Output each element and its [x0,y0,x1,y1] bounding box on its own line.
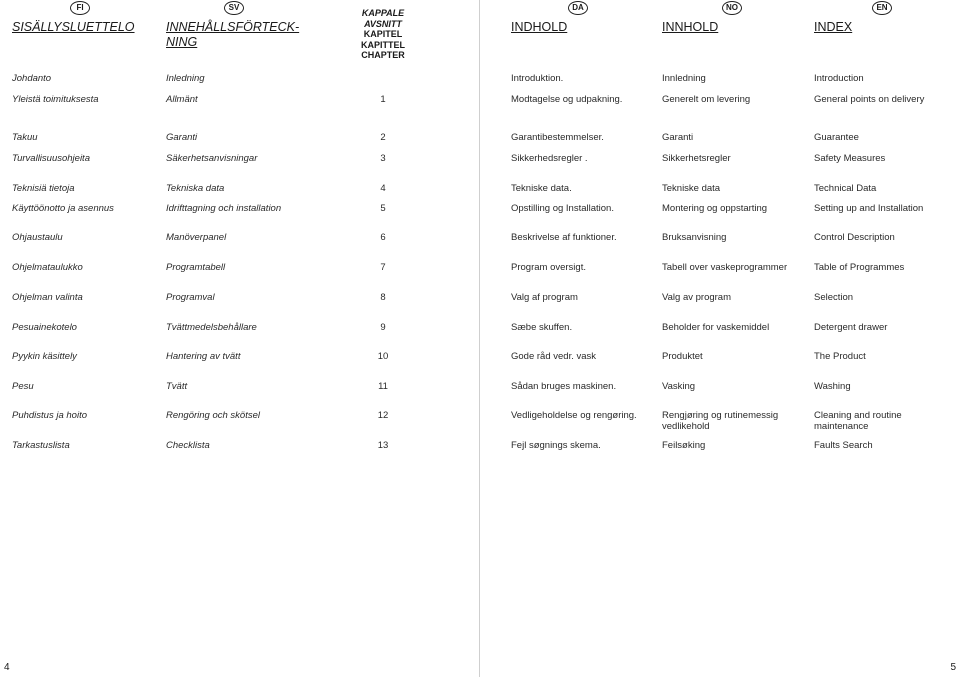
row-9-ch: 8 [380,292,386,303]
row-10-no: Beholder for vaskemiddel [662,322,770,333]
row-8-no: Tabell over vaskeprogrammer [662,262,788,273]
row-9-en: Selection [814,292,854,303]
row-14-ch: 13 [377,440,389,451]
row-10-sv: Tvättmedelsbehållare [166,322,257,333]
row-7-en: Control Description [814,232,895,243]
row-12-ch: 11 [378,381,388,392]
row-11-en: The Product [814,351,866,362]
row-14-en: Faults Search [814,440,873,451]
row-7-ch: 6 [380,232,386,243]
row-6-fi: Käyttöönotto ja asennus [12,203,114,214]
header-sv-line2: NING [166,35,198,49]
row-8-fi: Ohjelmataulukko [12,262,83,273]
row-1-fi: Johdanto [12,73,52,84]
row-13-fi: Puhdistus ja hoito [12,410,87,421]
row-3-no: Garanti [662,132,694,143]
row-2-fi: Yleistä toimituksesta [12,94,99,105]
row-11-sv: Hantering av tvätt [166,351,241,362]
row-2-sv: Allmänt [166,94,198,105]
right-page [480,0,960,677]
row-13-ch: 12 [377,410,389,421]
row-14-da: Fejl søgnings skema. [511,440,601,451]
row-14-sv: Checklista [166,440,210,451]
row-6-sv: Idrifttagning och installation [166,203,282,214]
header-sv [166,20,299,50]
header-sv-line1: INNEHÅLLSFÖRTECK- [166,20,300,34]
header-da: INDHOLD [511,20,568,34]
row-12-fi: Pesu [12,381,34,392]
row-4-sv: Säkerhetsanvisningar [166,153,258,164]
header-no: INNHOLD [662,20,719,34]
row-14-fi: Tarkastuslista [12,440,70,451]
row-4-ch: 3 [380,153,386,164]
row-4-da: Sikkerhedsregler . [511,153,588,164]
row-3-sv: Garanti [166,132,198,143]
row-11-ch: 10 [377,351,389,362]
row-13-no: Rengjøring og rutinemessig vedlikehold [662,410,779,432]
chapter-label-3: KAPITEL [363,29,403,39]
row-5-ch: 4 [380,183,386,194]
row-1-no: Innledning [662,73,706,84]
chapter-label-4: KAPITTEL [361,39,405,50]
row-9-no: Valg av program [662,292,731,303]
row-4-fi: Turvallisuusohjeita [12,153,90,164]
row-11-da: Gode råd vedr. vask [511,351,597,362]
page-number-right: 5 [950,662,956,673]
row-8-da: Program oversigt. [511,262,586,273]
row-13-en: Cleaning and routine maintenance [814,410,902,432]
lang-badge-da: DA [568,1,588,15]
row-6-no: Montering og oppstarting [662,203,768,214]
row-3-da: Garantibestemmelser. [511,132,604,143]
row-6-da: Opstilling og Installation. [511,203,614,214]
row-1-sv: Inledning [166,73,205,84]
row-12-da: Sådan bruges maskinen. [511,381,617,392]
row-12-en: Washing [814,381,851,392]
row-2-da: Modtagelse og udpakning. [511,94,623,105]
header-chapter [338,8,428,61]
row-8-en: Table of Programmes [814,262,905,273]
chapter-label-2: AVSNITT [364,18,402,29]
header-en: INDEX [814,20,853,34]
row-5-no: Tekniske data [662,183,721,194]
row-11-fi: Pyykin käsittely [12,351,77,362]
row-10-en: Detergent drawer [814,322,888,333]
row-7-da: Beskrivelse af funktioner. [511,232,617,243]
row-1-da: Introduktion. [511,73,564,84]
row-9-fi: Ohjelman valinta [12,292,83,303]
row-8-ch: 7 [380,262,386,273]
row-6-ch: 5 [380,203,386,214]
lang-badge-en: EN [872,1,892,15]
row-2-en: General points on delivery [814,94,925,105]
row-9-da: Valg af program [511,292,578,303]
row-7-no: Bruksanvisning [662,232,727,243]
row-7-sv: Manöverpanel [166,232,227,243]
row-5-en: Technical Data [814,183,877,194]
row-6-en: Setting up and Installation [814,203,924,214]
chapter-label-1: KAPPALE [361,8,405,18]
header-fi: SISÄLLYSLUETTELO [12,20,135,34]
row-10-da: Sæbe skuffen. [511,322,573,333]
page-number-left: 4 [4,662,10,673]
row-13-da: Vedligeholdelse og rengøring. [511,410,637,421]
row-11-no: Produktet [662,351,703,362]
row-3-en: Guarantee [814,132,859,143]
row-10-fi: Pesuainekotelo [12,322,77,333]
row-4-en: Safety Measures [814,153,886,164]
row-5-fi: Teknisiä tietoja [12,183,75,194]
row-13-sv: Rengöring och skötsel [166,410,260,421]
lang-badge-sv: SV [224,1,244,15]
row-4-no: Sikkerhetsregler [662,153,731,164]
row-9-sv: Programval [166,292,215,303]
row-5-sv: Tekniska data [166,183,225,194]
chapter-label-5: CHAPTER [361,50,405,60]
row-3-fi: Takuu [12,132,38,143]
row-3-ch: 2 [380,132,386,143]
row-5-da: Tekniske data. [511,183,572,194]
row-14-no: Feilsøking [662,440,706,451]
row-2-ch: 1 [380,94,386,105]
lang-badge-fi: FI [70,1,90,15]
row-8-sv: Programtabell [166,262,226,273]
row-12-no: Vasking [662,381,696,392]
row-12-sv: Tvätt [166,381,188,392]
row-10-ch: 9 [380,322,386,333]
row-2-no: Generelt om levering [662,94,751,105]
lang-badge-no: NO [722,1,742,15]
row-7-fi: Ohjaustaulu [12,232,63,243]
row-1-en: Introduction [814,73,864,84]
